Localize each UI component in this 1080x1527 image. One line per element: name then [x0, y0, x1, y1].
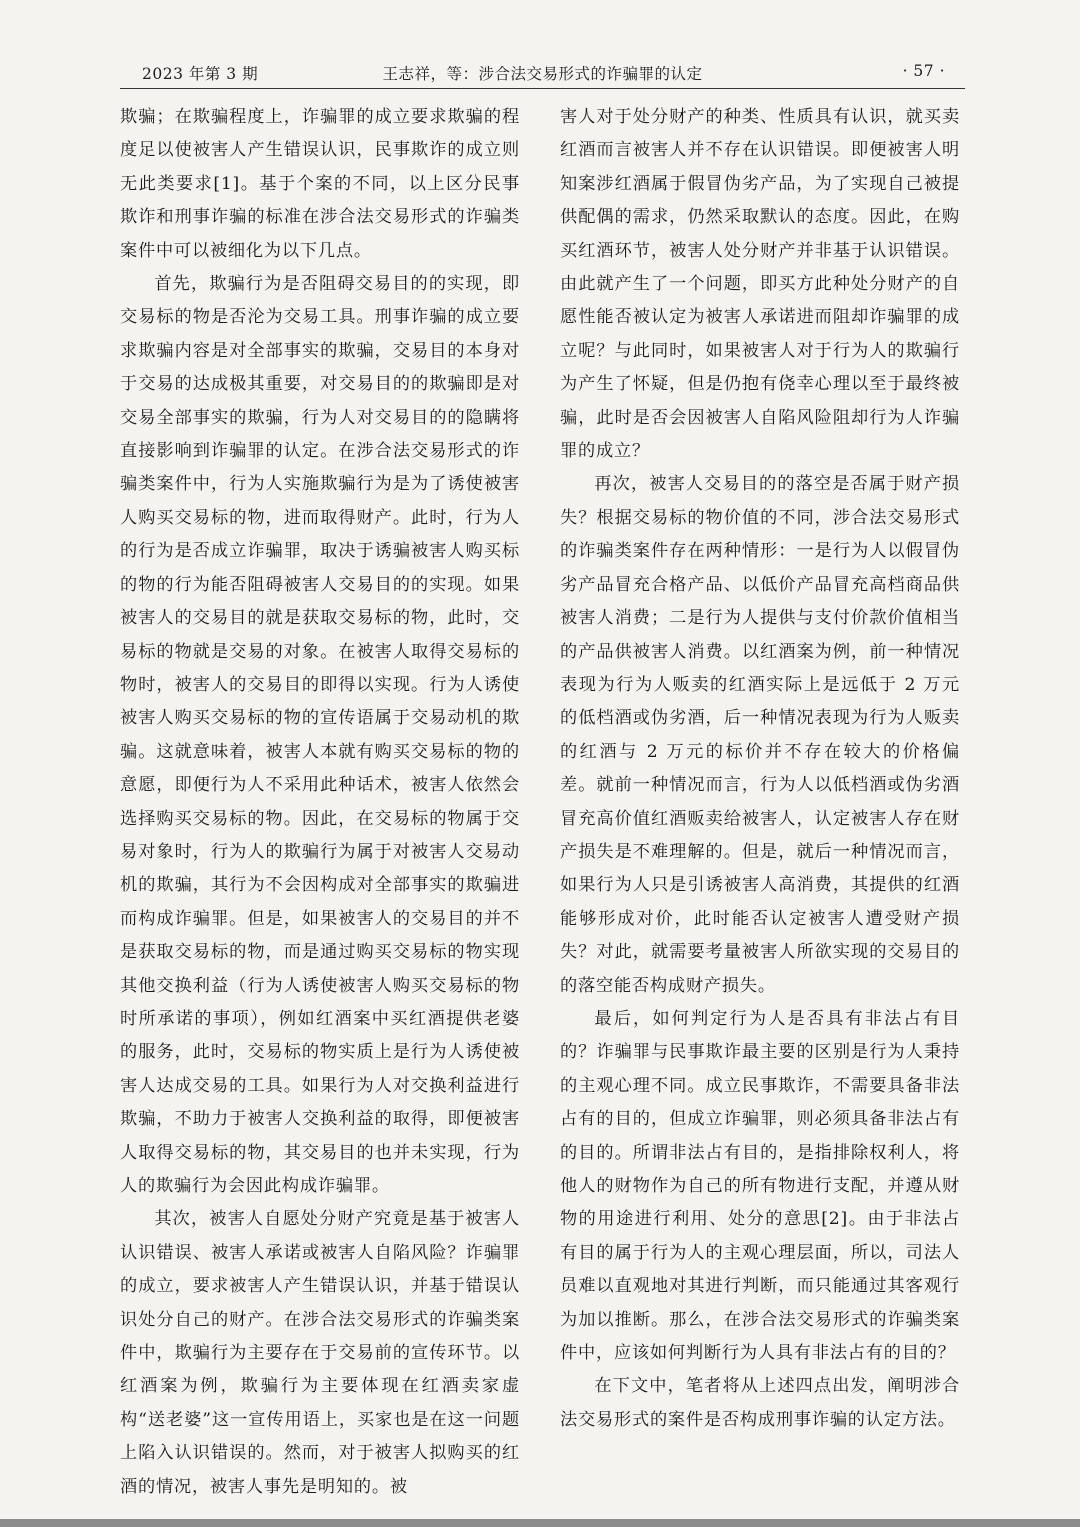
paragraph: 再次，被害人交易目的的落空是否属于财产损失？根据交易标的物价值的不同，涉合法交易形式的诈骗类案件存在两种情形：一是行为人以假冒伪劣产品冒充合格产品、以低价产品冒充高档商品供被害人消费；二是行为人提供与支付价款价值相当的产品供被害人消费。以红酒案为例，前一种情况表现为行为人贩卖的红酒实际上是远低于 2 万元的低档酒或伪劣酒，后一种情况表现为行为人贩卖的红酒与 2 万元的标价并不存在较大的价格偏差。就前一种情况而言，行为人以低档酒或伪劣酒冒充高价值红酒贩卖给被害人，认定被害人存在财产损失是不难理解的。但是，就后一种情况而言，如果行为人只是引诱被害人高消费，其提供的红酒能够形成对价，此时能否认定被害人遭受财产损失？对此，就需要考量被害人所欲实现的交易目的的落空能否构成财产损失。	[560, 474, 960, 996]
scan-edge-band	[0, 1519, 1080, 1527]
running-title: 王志祥，等：涉合法交易形式的诈骗罪的认定	[382, 65, 703, 83]
journal-issue: 2023 年第 3 期	[142, 65, 259, 83]
paragraph: 欺骗；在欺骗程度上，诈骗罪的成立要求欺骗的程度足以使被害人产生错误认识，民事欺诈的成立则无此类要求[1]。基于个案的不同，以上区分民事欺诈和刑事诈骗的标准在涉合法交易形式的诈骗类案件中可以被细化为以下几点。	[120, 107, 520, 261]
right-column	[560, 101, 960, 1437]
page-number: · 57 ·	[902, 62, 945, 80]
paragraph: 害人对于处分财产的种类、性质具有认识，就买卖红酒而言被害人并不存在认识错误。即便被害人明知案涉红酒属于假冒伪劣产品，为了实现自己被提供配偶的需求，仍然采取默认的态度。因此，在购买红酒环节，被害人处分财产并非基于认识错误。由此就产生了一个问题，即买方此种处分财产的自愿性能否被认定为被害人承诺进而阻却诈骗罪的成立呢？与此同时，如果被害人对于行为人的欺骗行为产生了怀疑，但是仍抱有侥幸心理以至于最终被骗，此时是否会因被害人自陷风险阻却行为人诈骗罪的成立？	[560, 107, 960, 462]
paragraph: 首先，欺骗行为是否阻碍交易目的的实现，即交易标的物是否沦为交易工具。刑事诈骗的成立要求欺骗内容是对全部事实的欺骗，交易目的本身对于交易的达成极其重要，对交易目的的欺骗即是对交易全部事实的欺骗，行为人对交易目的的隐瞒将直接影响到诈骗罪的认定。在涉合法交易形式的诈骗类案件中，行为人实施欺骗行为是为了诱使被害人购买交易标的物，进而取得财产。此时，行为人的行为是否成立诈骗罪，取决于诱骗被害人购买标的物的行为能否阻碍被害人交易目的的实现。如果被害人的交易目的就是获取交易标的物，此时，交易标的物就是交易的对象。在被害人取得交易标的物时，被害人的交易目的即得以实现。行为人诱使被害人购买交易标的物的宣传语属于交易动机的欺骗。这就意味着，被害人本就有购买交易标的物的意愿，即便行为人不采用此种话术，被害人依然会选择购买交易标的物。因此，在交易标的物属于交易对象时，行为人的欺骗行为属于对被害人交易动机的欺骗，其行为不会因构成对全部事实的欺骗进而构成诈骗罪。但是，如果被害人的交易目的并不是获取交易标的物，而是通过购买交易标的物实现其他交换利益（行为人诱使被害人购买交易标的物时所承诺的事项），例如红酒案中买红酒提供老婆的服务，此时，交易标的物实质上是行为人诱使被害人达成交易的工具。如果行为人对交换利益进行欺骗，不助力于被害人交换利益的取得，即便被害人取得交易标的物，其交易目的也并未实现，行为人的欺骗行为会因此构成诈骗罪。	[120, 274, 520, 1196]
paragraph: 其次，被害人自愿处分财产究竟是基于被害人认识错误、被害人承诺或被害人自陷风险？诈骗罪的成立，要求被害人产生错误认识，并基于错误认识处分自己的财产。在涉合法交易形式的诈骗类案件中，欺骗行为主要存在于交易前的宣传环节。以红酒案为例，欺骗行为主要体现在红酒卖家虚构“送老婆”这一宣传用语上，买家也是在这一问题上陷入认识错误的。然而，对于被害人拟购买的红酒的情况，被害人事先是明知的。被	[120, 1209, 520, 1497]
paragraph: 最后，如何判定行为人是否具有非法占有目的？诈骗罪与民事欺诈最主要的区别是行为人秉持的主观心理不同。成立民事欺诈，不需要具备非法占有的目的，但成立诈骗罪，则必须具备非法占有的目的。所谓非法占有目的，是指排除权利人，将他人的财物作为自己的所有物进行支配，并遵从财物的用途进行利用、处分的意思[2]。由于非法占有目的属于行为人的主观心理层面，所以，司法人员难以直观地对其进行判断，而只能通过其客观行为加以推断。那么，在涉合法交易形式的诈骗类案件中，应该如何判断行为人具有非法占有的目的？	[560, 1008, 960, 1364]
paragraph: 在下文中，笔者将从上述四点出发，阐明涉合法交易形式的案件是否构成刑事诈骗的认定方法。	[560, 1376, 960, 1430]
running-header	[120, 58, 965, 89]
left-column	[120, 101, 520, 1504]
